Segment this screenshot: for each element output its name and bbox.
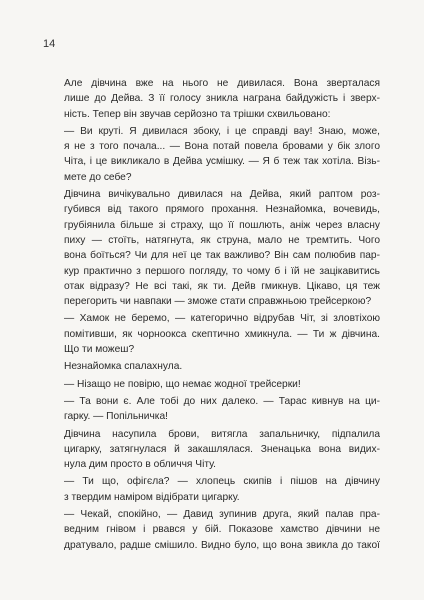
text-line: губився від такого прямого прохання. Незнайомка, вочевидь,: [64, 204, 380, 216]
text-line: — Ти що, офігєла? — хлопець скипів і пішов на дівчину: [64, 476, 380, 488]
text-line: — Хамок не беремо, — категорично відрубав Чіт, зі зловтіхою: [64, 313, 380, 325]
text-line: дратувало, радше смішило. Видно було, що вона звикла до такої: [64, 539, 380, 551]
text-line: перегорить чи навпаки — зможе стати справжньою трейсеркою?: [64, 296, 372, 308]
text-line: гарку. — Попільничка!: [64, 411, 168, 423]
paragraph: [64, 507, 380, 553]
text-line: Але дівчина вже на нього не дивилася. Вона зверталася: [64, 78, 380, 89]
text-line: — Чекай, спокійно, — Давид зупинив друга, який палав пра-: [64, 509, 380, 521]
paragraph: [64, 311, 380, 357]
text-line: грубіянила більше зі страху, що її пошлють, аніж через власну: [64, 219, 380, 231]
paragraph: [64, 359, 380, 374]
paragraph: [64, 76, 380, 122]
text-line: — Ви круті. Я дивилася збоку, і це справді вау! Знаю, може,: [64, 125, 380, 137]
page-number: 14: [43, 38, 56, 50]
text-line: вона боїться? Чи для неї це так важливо? Він сам полюбив пар-: [64, 250, 380, 262]
paragraph: [64, 394, 380, 425]
text-line: — Нізащо не повірю, що немає жодної трейсерки!: [64, 378, 301, 390]
text-line: ність. Тепер він звучав серйозно та трішки схвильовано:: [64, 108, 331, 120]
paragraph: [64, 377, 380, 392]
text-line: Дівчина вичікувально дивилася на Дейва, який раптом роз-: [64, 189, 380, 201]
text-line: Незнайомка спалахнула.: [64, 361, 183, 373]
text-line: ведним гнівом і рвався у бій. Показове хамство дівчини не: [64, 524, 380, 536]
text-line: я не з того почала... — Вона потай повела бровами у бік злого: [64, 141, 380, 153]
paragraph: [64, 187, 380, 309]
text-line: пиху — стоїть, натягнута, як струна, мало не тремтить. Чого: [64, 234, 380, 246]
text-line: помітивши, як чорноокса скептично хмикнула. — Ти ж дівчина.: [64, 328, 380, 340]
text-line: отак відразу? Не всі такі, як ти. Дейв гмикнув. Цікаво, ця теж: [64, 280, 380, 292]
paragraph: [64, 474, 380, 505]
text-line: — Та вони є. Але тобі до них далеко. — Тарас кивнув на ци-: [64, 395, 380, 407]
text-line: кур практично з першого погляду, то чому б і їй не зацікавитись: [64, 265, 380, 277]
body-text: [64, 76, 380, 555]
text-line: Чіта, і це викликало в Дейва усмішку. — Я б теж так хотіла. Візь-: [64, 156, 380, 168]
text-line: лише до Дейва. З її голосу зникла награна байдужість і зверх-: [64, 93, 380, 105]
paragraph: [64, 427, 380, 473]
text-line: Що ти можеш?: [64, 344, 135, 356]
text-line: мете до себе?: [64, 171, 132, 183]
text-line: Дівчина насупила брови, витягла запальничку, підпалила: [64, 428, 380, 440]
text-line: цигарку, затягнулася й закашлялася. Зненацька вона видих-: [64, 443, 380, 455]
text-line: нула дим просто в обличчя Чіту.: [64, 459, 217, 471]
paragraph: [64, 124, 380, 185]
text-line: з твердим наміром відібрати цигарку.: [64, 491, 240, 503]
